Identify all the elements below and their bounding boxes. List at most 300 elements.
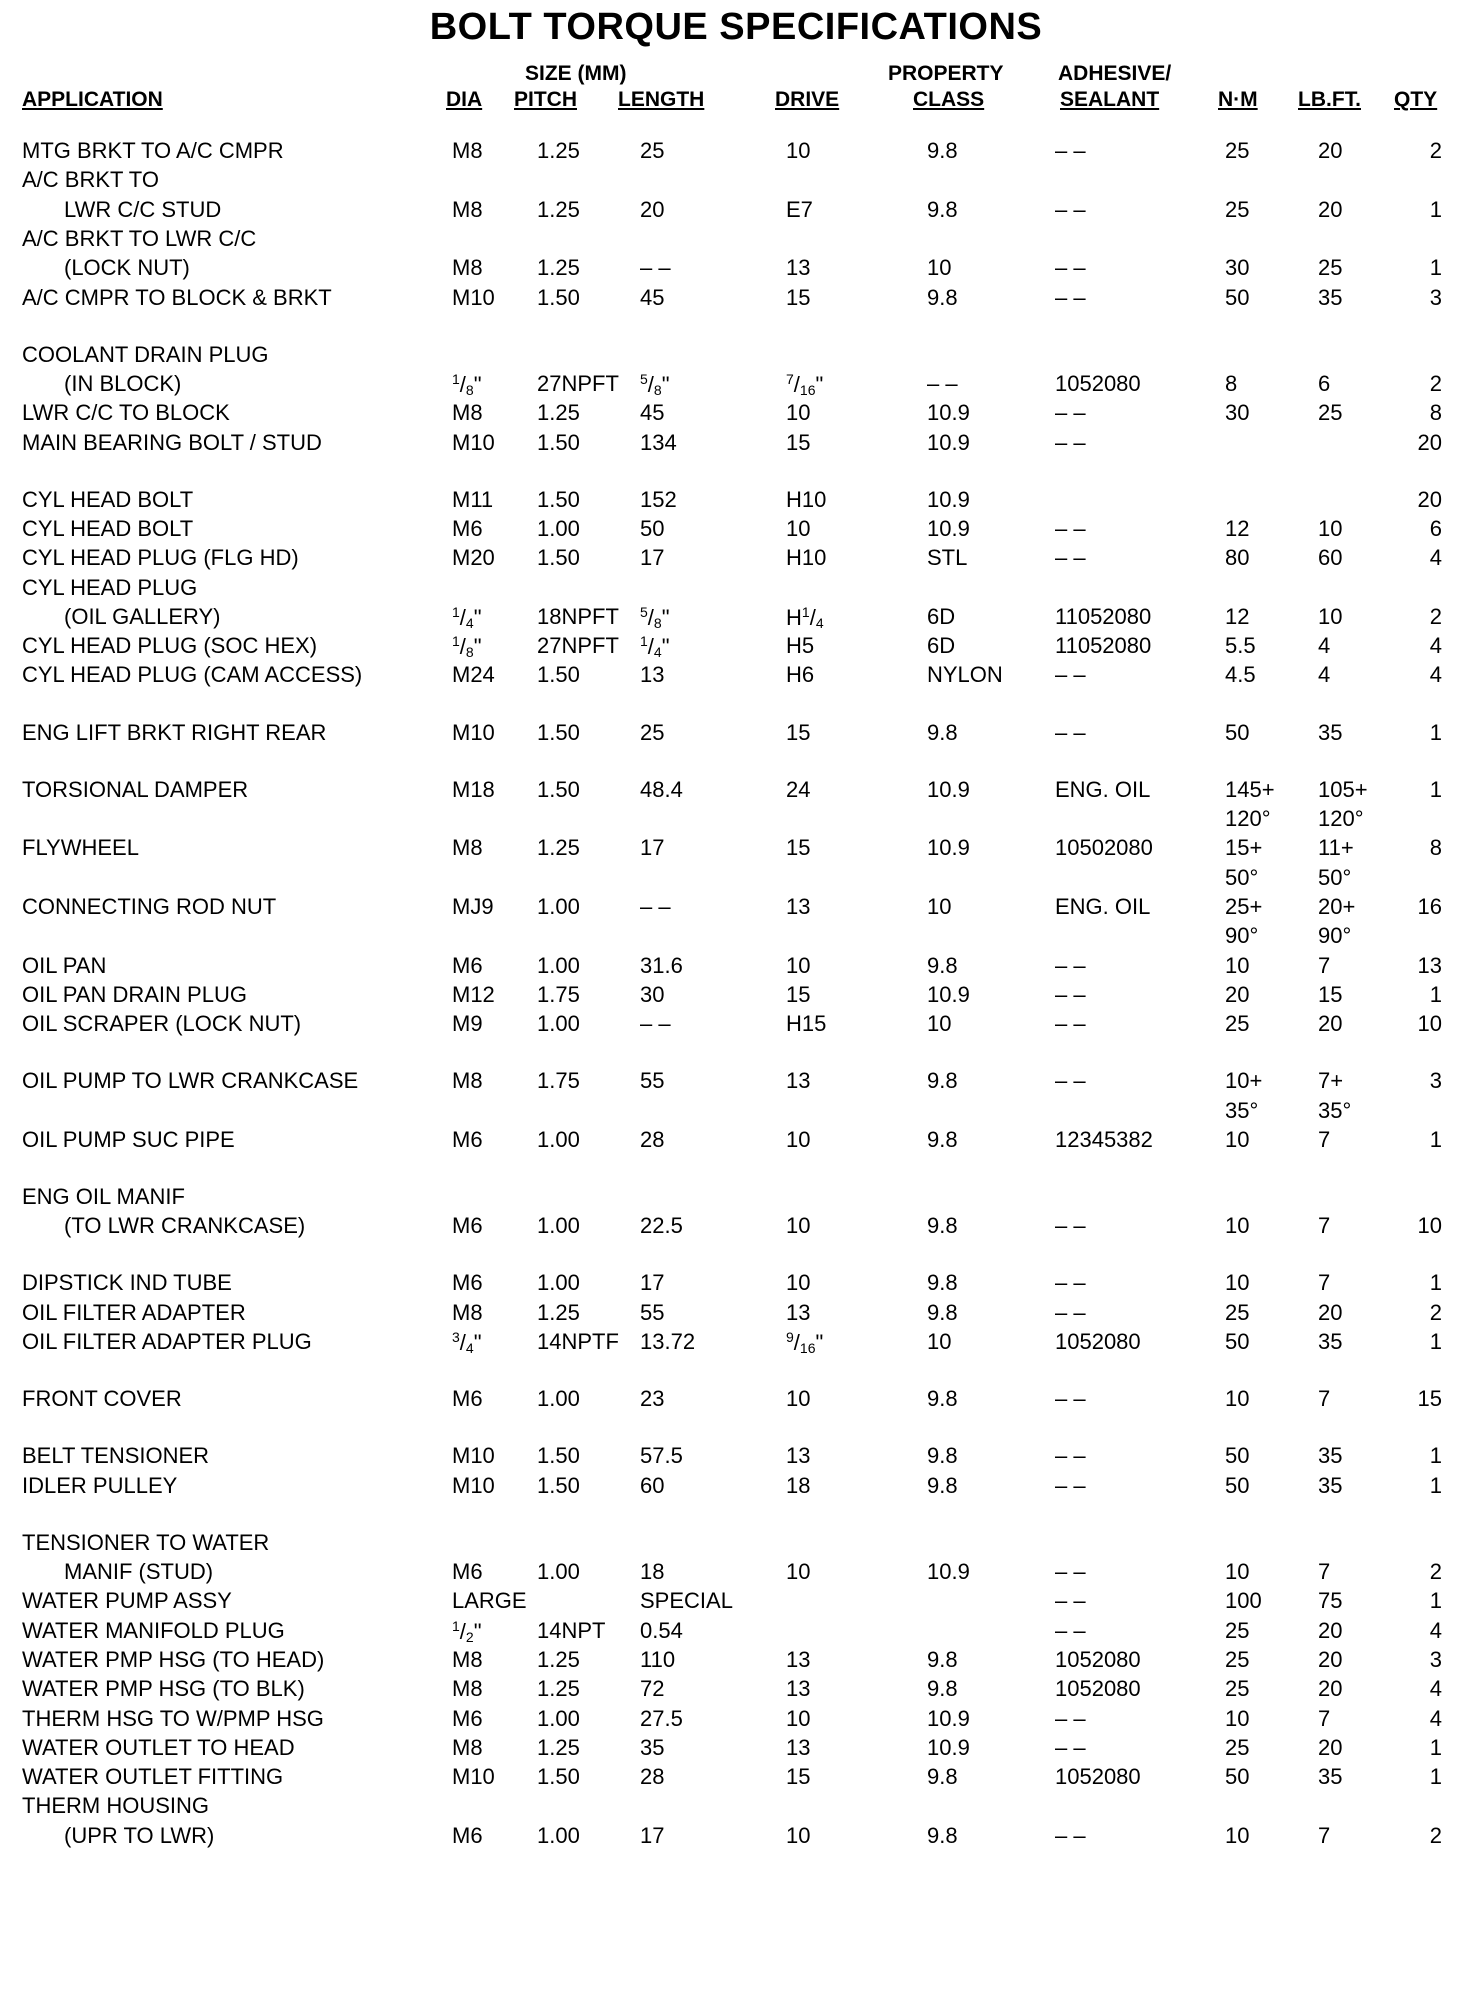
adhesive-cell: – – xyxy=(1055,953,1086,978)
adhesive-cell: – – xyxy=(1055,400,1086,425)
property-class-cell: STL xyxy=(927,545,968,570)
nm-cell: 10 xyxy=(1225,953,1250,978)
application-cell: FRONT COVER xyxy=(22,1386,182,1411)
drive-cell: E7 xyxy=(786,197,813,222)
adhesive-cell: – – xyxy=(1055,516,1086,541)
drive-cell: $^9/_{16}$" xyxy=(786,1329,824,1356)
adhesive-cell: 12345382 xyxy=(1055,1127,1153,1152)
property-class-cell: 9.8 xyxy=(927,1213,958,1238)
length-cell: 152 xyxy=(640,487,677,512)
drive-cell: 10 xyxy=(786,953,811,978)
table-row xyxy=(0,1559,1472,1589)
dia-cell: M8 xyxy=(452,1676,483,1701)
nm-cell: 50 xyxy=(1225,1473,1250,1498)
table-row xyxy=(0,487,1472,517)
lbft-cell: 35 xyxy=(1318,1329,1343,1354)
table-row xyxy=(0,1011,1472,1041)
application-cell: MANIF (STUD) xyxy=(64,1559,214,1584)
property-class-cell: 10 xyxy=(927,1011,952,1036)
property-header-top: PROPERTY xyxy=(888,62,1004,85)
lbft-cell: 25 xyxy=(1318,255,1343,280)
nm-cell: 145+ xyxy=(1225,777,1275,802)
property-class-cell: 10.9 xyxy=(927,1735,970,1760)
drive-cell: 13 xyxy=(786,1647,811,1672)
property-class-cell: 9.8 xyxy=(927,285,958,310)
qty-cell: 1 xyxy=(1429,1270,1442,1295)
nm-cell: 25 xyxy=(1225,1618,1250,1643)
lbft-cell: 20 xyxy=(1318,197,1343,222)
table-row xyxy=(0,1618,1472,1648)
adhesive-cell: – – xyxy=(1055,1706,1086,1731)
lbft-cell: 50° xyxy=(1318,865,1352,890)
adhesive-cell: ENG. OIL xyxy=(1055,894,1151,919)
application-cell: ENG LIFT BRKT RIGHT REAR xyxy=(22,720,327,745)
qty-cell: 1 xyxy=(1429,1473,1442,1498)
qty-cell: 4 xyxy=(1429,662,1442,687)
lbft-cell: 20 xyxy=(1318,1300,1343,1325)
table-row xyxy=(0,1647,1472,1677)
table-row xyxy=(0,1676,1472,1706)
property-class-cell: 10.9 xyxy=(927,777,970,802)
property-class-cell: 9.8 xyxy=(927,1676,958,1701)
adhesive-cell: – – xyxy=(1055,982,1086,1007)
nm-cell: 35° xyxy=(1225,1098,1259,1123)
table-row xyxy=(0,835,1472,865)
nm-cell: 5.5 xyxy=(1225,633,1256,658)
length-cell: 23 xyxy=(640,1386,665,1411)
application-cell: (IN BLOCK) xyxy=(64,371,182,396)
property-class-cell: 10.9 xyxy=(927,516,970,541)
nm-header: N·M xyxy=(1218,88,1258,111)
nm-cell: 30 xyxy=(1225,255,1250,280)
adhesive-cell: – – xyxy=(1055,1300,1086,1325)
property-class-cell: 9.8 xyxy=(927,1823,958,1848)
length-cell: 50 xyxy=(640,516,665,541)
property-class-cell: 6D xyxy=(927,633,956,658)
adhesive-cell: ENG. OIL xyxy=(1055,777,1151,802)
dia-cell: M9 xyxy=(452,1011,483,1036)
length-cell: 25 xyxy=(640,720,665,745)
property-class-cell: 10.9 xyxy=(927,835,970,860)
adhesive-cell: – – xyxy=(1055,662,1086,687)
lbft-cell: 35° xyxy=(1318,1098,1352,1123)
table-row xyxy=(0,1443,1472,1473)
nm-cell: 50° xyxy=(1225,865,1259,890)
drive-cell: 13 xyxy=(786,1735,811,1760)
nm-cell: 30 xyxy=(1225,400,1250,425)
dia-cell: M6 xyxy=(452,1559,483,1584)
qty-cell: 1 xyxy=(1429,1329,1442,1354)
dia-cell: $^1/_2$" xyxy=(452,1618,482,1645)
lbft-cell: 10 xyxy=(1318,604,1343,629)
pitch-cell: 1.00 xyxy=(537,894,580,919)
drive-cell: 10 xyxy=(786,400,811,425)
application-cell: OIL PAN DRAIN PLUG xyxy=(22,982,247,1007)
length-cell: 134 xyxy=(640,430,677,455)
adhesive-cell: – – xyxy=(1055,430,1086,455)
table-row xyxy=(0,633,1472,663)
property-class-cell: 10.9 xyxy=(927,487,970,512)
drive-cell: 13 xyxy=(786,1676,811,1701)
qty-cell: 4 xyxy=(1429,633,1442,658)
pitch-cell: 1.75 xyxy=(537,982,580,1007)
drive-cell: 13 xyxy=(786,1068,811,1093)
qty-cell: 20 xyxy=(1417,430,1442,455)
qty-cell: 2 xyxy=(1429,138,1442,163)
pitch-header: PITCH xyxy=(514,88,577,111)
table-row xyxy=(0,371,1472,401)
table-row xyxy=(0,342,1472,372)
pitch-cell: 18NPFT xyxy=(537,604,619,629)
application-cell: TENSIONER TO WATER xyxy=(22,1530,270,1555)
application-cell: THERM HSG TO W/PMP HSG xyxy=(22,1706,324,1731)
qty-cell: 15 xyxy=(1417,1386,1442,1411)
dia-cell: M6 xyxy=(452,1127,483,1152)
application-cell: LWR C/C STUD xyxy=(64,197,222,222)
dia-cell: M10 xyxy=(452,285,495,310)
lbft-cell: 20 xyxy=(1318,1011,1343,1036)
nm-cell: 12 xyxy=(1225,516,1250,541)
lbft-cell: 105+ xyxy=(1318,777,1368,802)
pitch-cell: 1.25 xyxy=(537,1735,580,1760)
table-row xyxy=(0,1270,1472,1300)
nm-cell: 25+ xyxy=(1225,894,1263,919)
qty-cell: 2 xyxy=(1429,1559,1442,1584)
dia-cell: MJ9 xyxy=(452,894,494,919)
property-class-cell: 10 xyxy=(927,255,952,280)
nm-cell: 25 xyxy=(1225,138,1250,163)
nm-cell: 10+ xyxy=(1225,1068,1263,1093)
drive-cell: 18 xyxy=(786,1473,811,1498)
drive-cell: 15 xyxy=(786,982,811,1007)
dia-cell: M6 xyxy=(452,1706,483,1731)
application-cell: WATER MANIFOLD PLUG xyxy=(22,1618,285,1643)
dia-cell: LARGE xyxy=(452,1588,527,1613)
nm-cell: 4.5 xyxy=(1225,662,1256,687)
property-class-cell: 9.8 xyxy=(927,1764,958,1789)
nm-cell: 25 xyxy=(1225,1676,1250,1701)
dia-cell: M8 xyxy=(452,197,483,222)
qty-cell: 3 xyxy=(1429,1647,1442,1672)
dia-cell: M20 xyxy=(452,545,495,570)
adhesive-cell: – – xyxy=(1055,1473,1086,1498)
table-row xyxy=(0,923,1472,953)
nm-cell: 50 xyxy=(1225,720,1250,745)
drive-cell: 10 xyxy=(786,1706,811,1731)
nm-cell: 10 xyxy=(1225,1559,1250,1584)
lbft-cell: 20 xyxy=(1318,1735,1343,1760)
nm-cell: 10 xyxy=(1225,1706,1250,1731)
table-row xyxy=(0,545,1472,575)
nm-cell: 80 xyxy=(1225,545,1250,570)
length-cell: 22.5 xyxy=(640,1213,683,1238)
dia-cell: M6 xyxy=(452,953,483,978)
adhesive-cell: 1052080 xyxy=(1055,1647,1141,1672)
drive-header: DRIVE xyxy=(775,88,840,111)
application-cell: IDLER PULLEY xyxy=(22,1473,178,1498)
nm-cell: 20 xyxy=(1225,982,1250,1007)
length-cell: 13.72 xyxy=(640,1329,696,1354)
dia-header: DIA xyxy=(446,88,483,111)
application-cell: COOLANT DRAIN PLUG xyxy=(22,342,269,367)
qty-cell: 2 xyxy=(1429,604,1442,629)
property-class-cell: 9.8 xyxy=(927,1473,958,1498)
length-cell: 45 xyxy=(640,285,665,310)
lbft-cell: 90° xyxy=(1318,923,1352,948)
table-row xyxy=(0,1588,1472,1618)
property-class-cell: 10.9 xyxy=(927,1706,970,1731)
drive-cell: 10 xyxy=(786,1270,811,1295)
length-cell: – – xyxy=(640,1011,671,1036)
pitch-cell: 1.00 xyxy=(537,953,580,978)
dia-cell: M6 xyxy=(452,1386,483,1411)
pitch-cell: 1.25 xyxy=(537,1676,580,1701)
length-cell: $^1/_4$" xyxy=(640,633,670,660)
qty-cell: 1 xyxy=(1429,255,1442,280)
lbft-cell: 7 xyxy=(1318,1386,1331,1411)
length-cell: 17 xyxy=(640,1270,665,1295)
pitch-cell: 1.00 xyxy=(537,1386,580,1411)
pitch-cell: 1.25 xyxy=(537,1300,580,1325)
application-cell: LWR C/C TO BLOCK xyxy=(22,400,230,425)
adhesive-cell: 1052080 xyxy=(1055,1764,1141,1789)
length-cell: 45 xyxy=(640,400,665,425)
lbft-cell: 6 xyxy=(1318,371,1331,396)
length-cell: 18 xyxy=(640,1559,665,1584)
property-class-cell: 9.8 xyxy=(927,953,958,978)
table-row xyxy=(0,1184,1472,1214)
application-cell: OIL PUMP TO LWR CRANKCASE xyxy=(22,1068,359,1093)
qty-cell: 1 xyxy=(1429,720,1442,745)
lbft-cell: 11+ xyxy=(1318,835,1354,860)
dia-cell: $^1/_8$" xyxy=(452,633,482,660)
dia-cell: M11 xyxy=(452,487,494,512)
length-cell: 57.5 xyxy=(640,1443,683,1468)
lbft-cell: 7 xyxy=(1318,1127,1331,1152)
length-cell: 0.54 xyxy=(640,1618,683,1643)
nm-cell: 25 xyxy=(1225,197,1250,222)
application-cell: OIL PUMP SUC PIPE xyxy=(22,1127,235,1152)
application-cell: WATER PMP HSG (TO BLK) xyxy=(22,1676,305,1701)
lbft-cell: 35 xyxy=(1318,1473,1343,1498)
table-row xyxy=(0,167,1472,197)
application-cell: A/C BRKT TO xyxy=(22,167,159,192)
adhesive-cell: – – xyxy=(1055,1270,1086,1295)
property-class-cell: 9.8 xyxy=(927,1127,958,1152)
property-class-cell: – – xyxy=(927,371,958,396)
property-class-cell: 9.8 xyxy=(927,138,958,163)
nm-cell: 50 xyxy=(1225,1764,1250,1789)
nm-cell: 90° xyxy=(1225,923,1259,948)
dia-cell: M12 xyxy=(452,982,495,1007)
lbft-cell: 20 xyxy=(1318,1618,1343,1643)
adhesive-cell: – – xyxy=(1055,197,1086,222)
drive-cell: 15 xyxy=(786,720,811,745)
table-row xyxy=(0,720,1472,750)
adhesive-cell: – – xyxy=(1055,1443,1086,1468)
application-cell: CONNECTING ROD NUT xyxy=(22,894,277,919)
drive-cell: 13 xyxy=(786,1443,811,1468)
nm-cell: 50 xyxy=(1225,1329,1250,1354)
property-class-cell: 10.9 xyxy=(927,400,970,425)
application-cell: (UPR TO LWR) xyxy=(64,1823,215,1848)
application-cell: A/C BRKT TO LWR C/C xyxy=(22,226,257,251)
qty-cell: 8 xyxy=(1429,835,1442,860)
qty-cell: 13 xyxy=(1417,953,1442,978)
lbft-cell: 4 xyxy=(1318,662,1331,687)
pitch-cell: 1.00 xyxy=(537,516,580,541)
property-class-cell: 10.9 xyxy=(927,430,970,455)
qty-cell: 1 xyxy=(1429,1127,1442,1152)
dia-cell: M8 xyxy=(452,835,483,860)
adhesive-header-top: ADHESIVE/ xyxy=(1058,62,1172,85)
table-row xyxy=(0,1386,1472,1416)
pitch-cell: 1.50 xyxy=(537,430,580,455)
pitch-cell: 27NPFT xyxy=(537,371,619,396)
drive-cell: H10 xyxy=(786,487,827,512)
drive-cell: $H^1/_4$ xyxy=(786,604,824,631)
qty-cell: 1 xyxy=(1429,982,1442,1007)
drive-cell: $^7/_{16}$" xyxy=(786,371,824,398)
application-cell: MTG BRKT TO A/C CMPR xyxy=(22,138,284,163)
application-cell: (LOCK NUT) xyxy=(64,255,190,280)
length-cell: 17 xyxy=(640,835,665,860)
length-cell: 17 xyxy=(640,1823,665,1848)
lbft-cell: 7 xyxy=(1318,1270,1331,1295)
property-header-bottom: CLASS xyxy=(913,88,985,111)
table-row xyxy=(0,575,1472,605)
table-row xyxy=(0,1764,1472,1794)
application-cell: WATER OUTLET TO HEAD xyxy=(22,1735,295,1760)
adhesive-header-bottom: SEALANT xyxy=(1060,88,1160,111)
adhesive-cell: 1052080 xyxy=(1055,1676,1141,1701)
application-cell: OIL PAN xyxy=(22,953,107,978)
property-class-cell: 10.9 xyxy=(927,982,970,1007)
property-class-cell: 6D xyxy=(927,604,956,629)
qty-cell: 1 xyxy=(1429,1588,1442,1613)
property-class-cell: 9.8 xyxy=(927,197,958,222)
table-row xyxy=(0,1793,1472,1823)
length-cell: 30 xyxy=(640,982,665,1007)
dia-cell: M8 xyxy=(452,138,483,163)
dia-cell: M6 xyxy=(452,516,483,541)
qty-cell: 3 xyxy=(1429,1068,1442,1093)
lbft-cell: 75 xyxy=(1318,1588,1343,1613)
lbft-cell: 35 xyxy=(1318,285,1343,310)
nm-cell: 10 xyxy=(1225,1213,1250,1238)
qty-cell: 8 xyxy=(1429,400,1442,425)
lbft-cell: 25 xyxy=(1318,400,1343,425)
adhesive-cell: – – xyxy=(1055,285,1086,310)
length-cell: $^5/_8$" xyxy=(640,371,670,398)
table-row xyxy=(0,982,1472,1012)
table-row xyxy=(0,430,1472,460)
drive-cell: 10 xyxy=(786,1386,811,1411)
table-row xyxy=(0,226,1472,256)
dia-cell: M10 xyxy=(452,1764,495,1789)
pitch-cell: 1.00 xyxy=(537,1706,580,1731)
pitch-cell: 27NPFT xyxy=(537,633,619,658)
nm-cell: 8 xyxy=(1225,371,1238,396)
dia-cell: M6 xyxy=(452,1213,483,1238)
table-row xyxy=(0,1823,1472,1853)
nm-cell: 10 xyxy=(1225,1823,1250,1848)
application-cell: WATER PUMP ASSY xyxy=(22,1588,232,1613)
pitch-cell: 1.25 xyxy=(537,197,580,222)
pitch-cell: 1.50 xyxy=(537,1764,580,1789)
pitch-cell: 1.50 xyxy=(537,662,580,687)
length-cell: 17 xyxy=(640,545,665,570)
pitch-cell: 14NPT xyxy=(537,1618,606,1643)
dia-cell: M18 xyxy=(452,777,495,802)
nm-cell: 10 xyxy=(1225,1386,1250,1411)
length-cell: 20 xyxy=(640,197,665,222)
drive-cell: 24 xyxy=(786,777,811,802)
length-cell: SPECIAL xyxy=(640,1588,733,1613)
application-cell: THERM HOUSING xyxy=(22,1793,209,1818)
property-class-cell: 10 xyxy=(927,894,952,919)
lbft-cell: 60 xyxy=(1318,545,1343,570)
application-cell: CYL HEAD PLUG (FLG HD) xyxy=(22,545,299,570)
lbft-cell: 35 xyxy=(1318,1764,1343,1789)
lbft-cell: 15 xyxy=(1318,982,1343,1007)
application-cell: OIL FILTER ADAPTER xyxy=(22,1300,246,1325)
adhesive-cell: – – xyxy=(1055,1823,1086,1848)
property-class-cell: 9.8 xyxy=(927,1443,958,1468)
qty-cell: 4 xyxy=(1429,1618,1442,1643)
adhesive-cell: – – xyxy=(1055,545,1086,570)
length-cell: 27.5 xyxy=(640,1706,683,1731)
pitch-cell: 1.00 xyxy=(537,1559,580,1584)
application-cell: OIL SCRAPER (LOCK NUT) xyxy=(22,1011,302,1036)
adhesive-cell: 1052080 xyxy=(1055,371,1141,396)
pitch-cell: 1.25 xyxy=(537,255,580,280)
table-row xyxy=(0,806,1472,836)
dia-cell: M8 xyxy=(452,1735,483,1760)
nm-cell: 10 xyxy=(1225,1127,1250,1152)
qty-cell: 1 xyxy=(1429,777,1442,802)
adhesive-cell: – – xyxy=(1055,1735,1086,1760)
property-class-cell: 9.8 xyxy=(927,1300,958,1325)
adhesive-cell: – – xyxy=(1055,1011,1086,1036)
nm-cell: 10 xyxy=(1225,1270,1250,1295)
length-cell: 35 xyxy=(640,1735,665,1760)
length-cell: – – xyxy=(640,255,671,280)
table-row xyxy=(0,1300,1472,1330)
table-row xyxy=(0,400,1472,430)
qty-cell: 1 xyxy=(1429,197,1442,222)
pitch-cell: 1.50 xyxy=(537,487,580,512)
property-class-cell: 10.9 xyxy=(927,1559,970,1584)
application-cell: CYL HEAD PLUG xyxy=(22,575,198,600)
lbft-cell: 20 xyxy=(1318,138,1343,163)
qty-cell: 1 xyxy=(1429,1443,1442,1468)
table-row xyxy=(0,894,1472,924)
property-class-cell: 9.8 xyxy=(927,1647,958,1672)
drive-cell: 13 xyxy=(786,894,811,919)
drive-cell: 15 xyxy=(786,285,811,310)
table-row xyxy=(0,604,1472,634)
length-cell: 28 xyxy=(640,1127,665,1152)
length-cell: 55 xyxy=(640,1068,665,1093)
nm-cell: 25 xyxy=(1225,1011,1250,1036)
lbft-cell: 20 xyxy=(1318,1676,1343,1701)
application-cell: CYL HEAD BOLT xyxy=(22,487,194,512)
dia-cell: M6 xyxy=(452,1823,483,1848)
table-row xyxy=(0,255,1472,285)
drive-cell: 10 xyxy=(786,516,811,541)
length-cell: $^5/_8$" xyxy=(640,604,670,631)
